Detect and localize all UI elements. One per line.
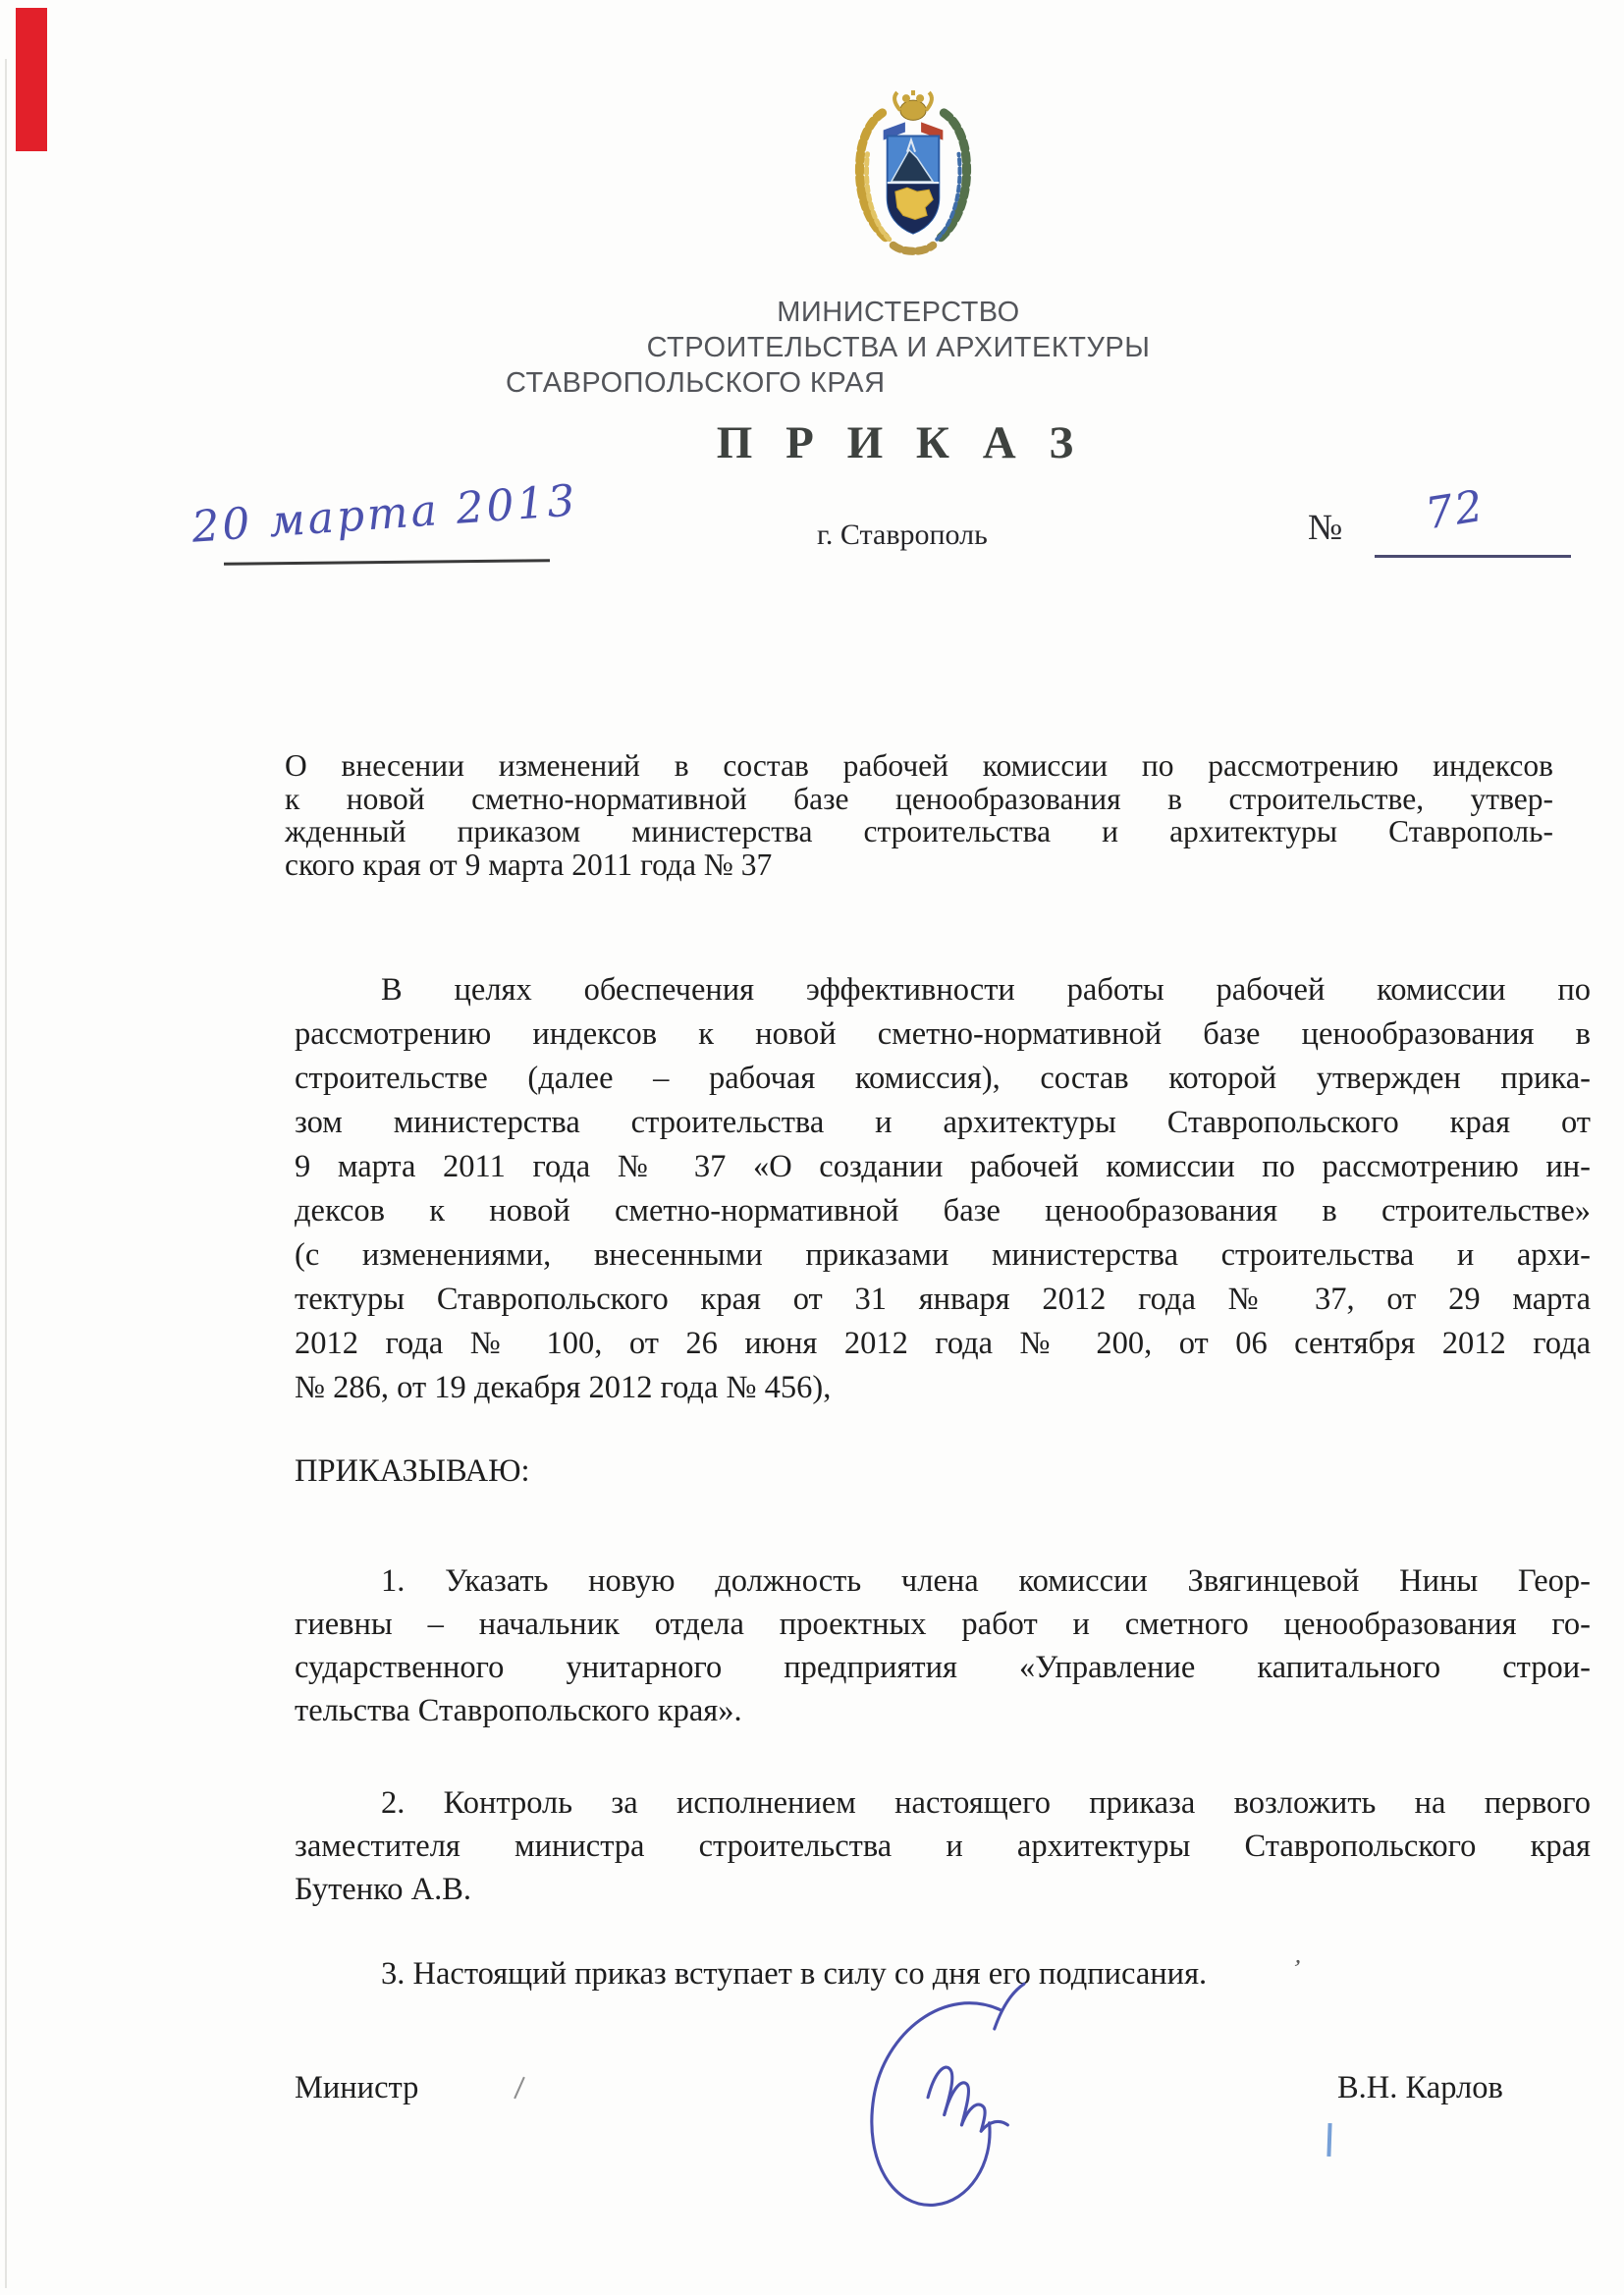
document-type-heading: П Р И К А З xyxy=(716,417,1081,468)
text-line: 1. Указать новую должность члена комиссии Звягинцевой Нины Геор- xyxy=(381,1563,1591,1599)
place-label: г. Ставрополь xyxy=(817,519,988,551)
text-line: СТАВРОПОЛЬСКОГО КРАЯ xyxy=(506,367,886,399)
text-line: № 286, от 19 декабря 2012 года № 456), xyxy=(295,1370,832,1405)
scan-edge-line xyxy=(5,59,7,2288)
minister-signature xyxy=(842,1980,1058,2225)
text-line: Бутенко А.В. xyxy=(295,1872,472,1907)
ministry-name xyxy=(506,295,1291,401)
decree-word: ПРИКАЗЫВАЮ: xyxy=(295,1453,530,1489)
text-line: рассмотрению индексов к новой сметно-нормативной базе ценообразования в xyxy=(295,1016,1591,1052)
text-line: сударственного унитарного предприятия «Управление капитального строи- xyxy=(295,1650,1591,1685)
text-line: жденный приказом министерства строительства и архитектуры Ставрополь- xyxy=(285,814,1553,848)
scan-speck: ’ xyxy=(1289,1953,1304,1984)
blue-pen-mark xyxy=(1326,2123,1331,2157)
stavropol-coat-of-arms-icon xyxy=(833,88,994,267)
text-line: строительстве (далее – рабочая комиссия), состав которой утвержден прика- xyxy=(295,1061,1591,1096)
order-point-1 xyxy=(295,1559,1591,1732)
text-line: МИНИСТЕРСТВО xyxy=(777,297,1020,328)
text-line: к новой сметно-нормативной базе ценообразования в строительстве, утвер- xyxy=(285,781,1553,816)
text-line: зом министерства строительства и архитектуры Ставропольского края от xyxy=(295,1105,1591,1140)
signer-post: Министр xyxy=(295,2070,419,2105)
date-underline xyxy=(224,559,550,565)
preamble-paragraph xyxy=(295,968,1591,1410)
text-line: О внесении изменений в состав рабочей комиссии по рассмотрению индексов xyxy=(285,748,1553,783)
text-line: ского края от 9 марта 2011 года № 37 xyxy=(285,847,773,882)
text-line: тельства Ставропольского края». xyxy=(295,1693,742,1728)
text-line: гиевны – начальник отдела проектных работ и сметного ценообразования го- xyxy=(295,1607,1591,1642)
number-label: № xyxy=(1308,508,1343,548)
handwritten-number: 72 xyxy=(1422,480,1489,540)
text-line: дексов к новой сметно-нормативной базе ценообразования в строительстве» xyxy=(295,1193,1591,1229)
number-underline xyxy=(1375,555,1571,558)
red-corner-mark xyxy=(16,8,47,151)
order-title xyxy=(285,749,1553,881)
text-line: (с изменениями, внесенными приказами министерства строительства и архи- xyxy=(295,1237,1591,1273)
text-line: 9 марта 2011 года № 37 «О создании рабочей комиссии по рассмотрению ин- xyxy=(295,1149,1591,1184)
scan-tick-mark xyxy=(514,2077,525,2100)
text-line: 2. Контроль за исполнением настоящего приказа возложить на первого xyxy=(381,1785,1591,1821)
handwritten-date: 20 марта 2013 xyxy=(189,475,580,553)
text-line: тектуры Ставропольского края от 31 января 2012 года № 37, от 29 марта xyxy=(295,1282,1591,1317)
text-line: СТРОИТЕЛЬСТВА И АРХИТЕКТУРЫ xyxy=(646,332,1151,363)
text-line: В целях обеспечения эффективности работы рабочей комиссии по xyxy=(381,972,1591,1008)
order-point-2 xyxy=(295,1781,1591,1911)
text-line: 3. Настоящий приказ вступает в силу со дня его подписания. xyxy=(381,1956,1208,1992)
signer-name: В.Н. Карлов xyxy=(1337,2070,1503,2105)
text-line: заместителя министра строительства и архитектуры Ставропольского края xyxy=(295,1829,1591,1864)
text-line: 2012 года № 100, от 26 июня 2012 года № 200, от 06 сентября 2012 года xyxy=(295,1326,1591,1361)
